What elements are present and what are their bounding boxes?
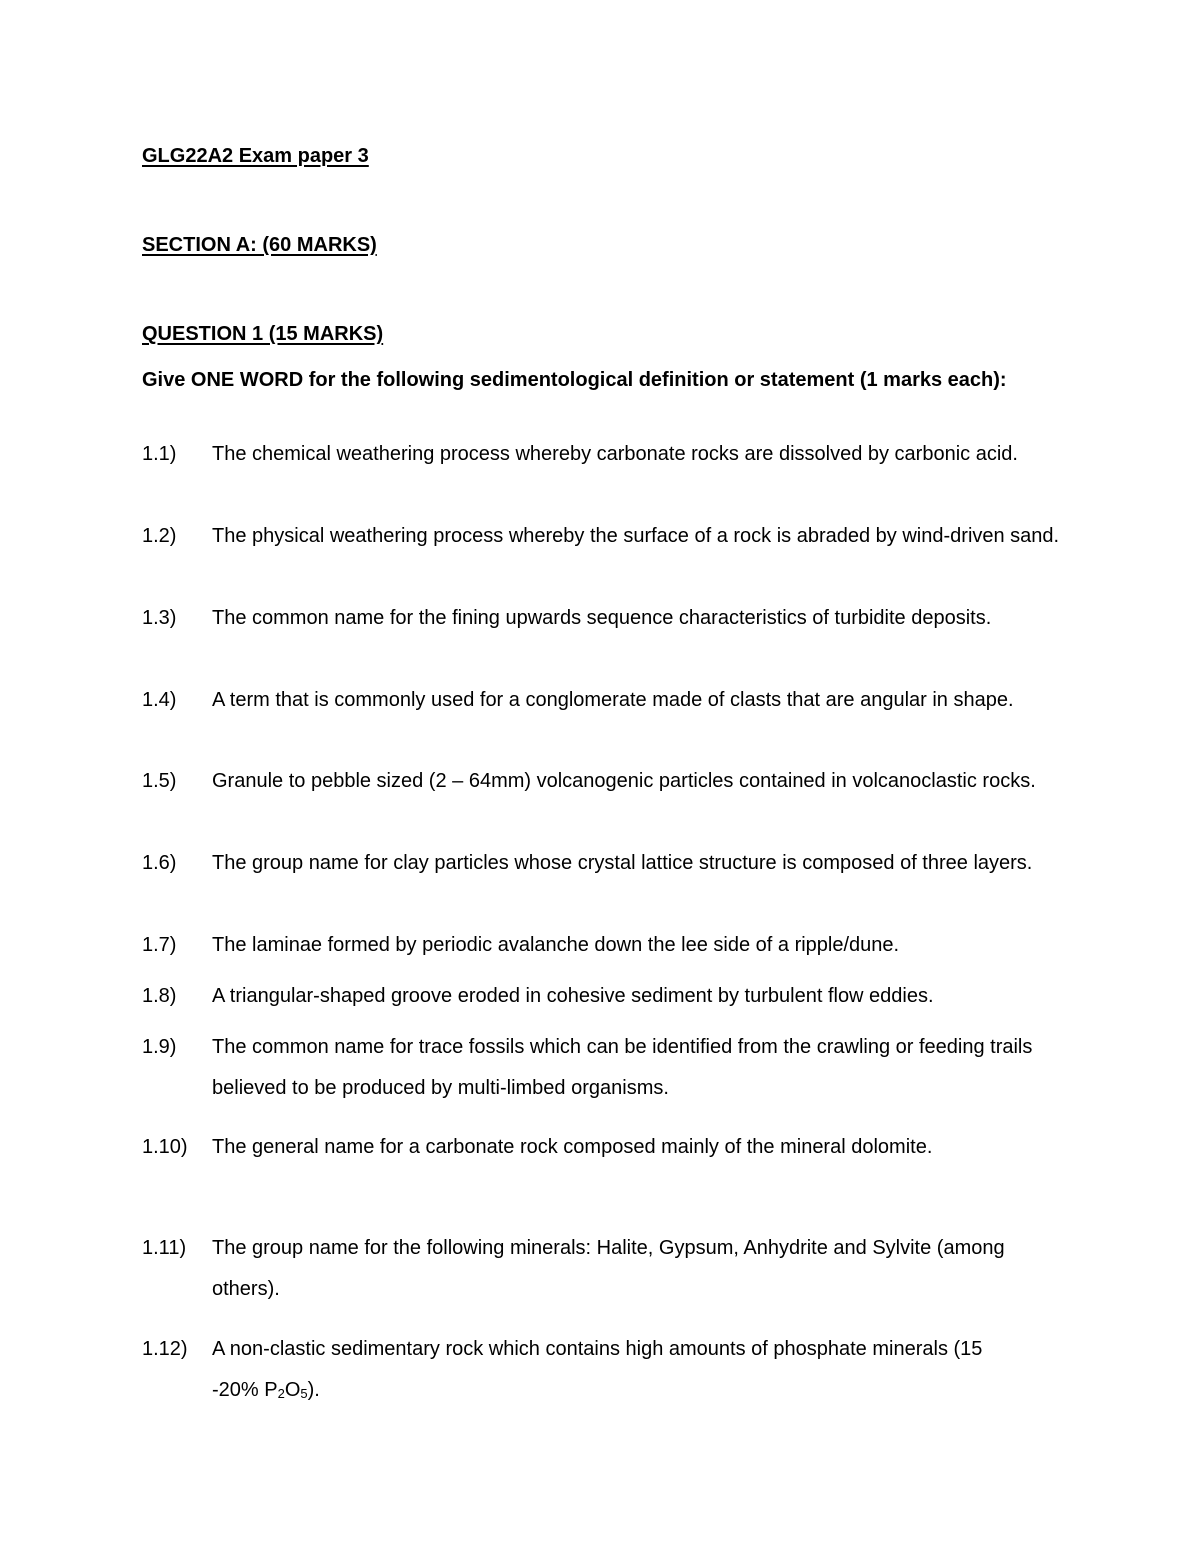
item-text: The physical weathering process whereby the surface of a rock is abraded by wind-driven sand. xyxy=(212,525,1060,547)
oxygen-symbol: O xyxy=(284,1379,301,1401)
item-text: The group name for the following minerals: Halite, Gypsum, Anhydrite and Sylvite (among others). xyxy=(212,1237,1005,1300)
instruction-text: Give ONE WORD for the following sedimentological definition or statement (1 marks each): xyxy=(142,369,1007,391)
item-text: A triangular-shaped groove eroded in cohesive sediment by turbulent flow eddies. xyxy=(212,985,934,1007)
item-number: 1.5) xyxy=(142,770,177,792)
exam-title: GLG22A2 Exam paper 3 xyxy=(142,145,369,167)
item-number: 1.12) xyxy=(142,1338,188,1360)
subscript-5: 5 xyxy=(300,1386,308,1401)
item-text: The chemical weathering process whereby carbonate rocks are dissolved by carbonic acid. xyxy=(212,443,1018,465)
item-text-end: ). xyxy=(307,1379,320,1401)
subscript-2: 2 xyxy=(277,1386,285,1401)
item-text: The general name for a carbonate rock composed mainly of the mineral dolomite. xyxy=(212,1136,933,1158)
item-text-main: A non-clastic sedimentary rock which contains high amounts of phosphate minerals (15 -20% P xyxy=(212,1338,983,1401)
item-text: The group name for clay particles whose crystal lattice structure is composed of three layers. xyxy=(212,852,1033,874)
item-number: 1.10) xyxy=(142,1136,188,1158)
item-text: A term that is commonly used for a conglomerate made of clasts that are angular in shape. xyxy=(212,689,1014,711)
item-number: 1.1) xyxy=(142,443,177,465)
item-text: Granule to pebble sized (2 – 64mm) volcanogenic particles contained in volcanoclastic rocks. xyxy=(212,770,1036,792)
item-number: 1.11) xyxy=(142,1237,187,1259)
item-number: 1.2) xyxy=(142,525,177,547)
item-number: 1.8) xyxy=(142,985,177,1007)
question-heading: QUESTION 1 (15 MARKS) xyxy=(142,323,384,345)
item-number: 1.6) xyxy=(142,852,177,874)
item-text: The common name for trace fossils which can be identified from the crawling or feeding trails believed to be produced by multi-limbed organisms. xyxy=(212,1036,1033,1099)
section-heading: SECTION A: (60 MARKS) xyxy=(142,234,377,256)
item-text xyxy=(212,1329,1012,1414)
item-number: 1.3) xyxy=(142,607,177,629)
item-text: The common name for the fining upwards sequence characteristics of turbidite deposits. xyxy=(212,607,992,629)
item-number: 1.4) xyxy=(142,689,177,711)
item-text: The laminae formed by periodic avalanche down the lee side of a ripple/dune. xyxy=(212,934,900,956)
item-number: 1.7) xyxy=(142,934,177,956)
item-number: 1.9) xyxy=(142,1036,177,1058)
